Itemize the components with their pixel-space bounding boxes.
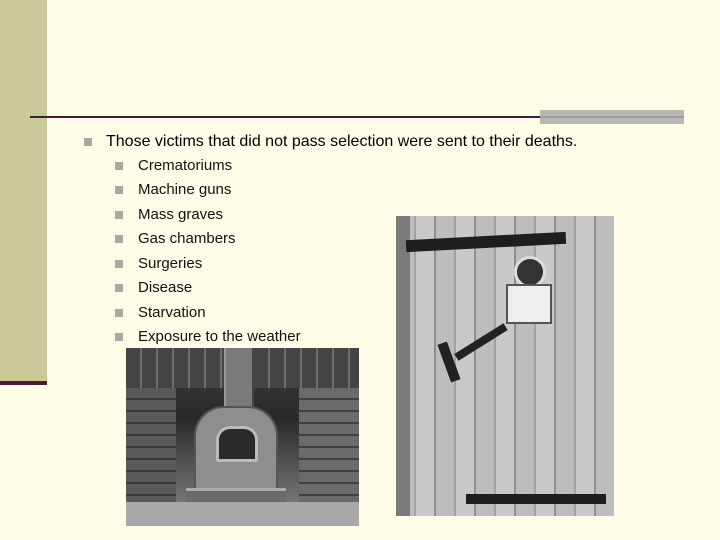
photo-hinge-top: [406, 232, 566, 252]
photo-hinge-bottom: [466, 494, 606, 504]
main-bullet-text: Those victims that did not pass selection were sent to their deaths.: [106, 133, 578, 150]
sub-bullet-surgeries: Surgeries: [138, 255, 203, 272]
crematorium-photo: [126, 348, 359, 526]
left-band-footer-line: [0, 381, 47, 385]
bullet-square-icon: [115, 284, 123, 292]
photo-door-sign: [506, 284, 552, 324]
sub-bullet-mass-graves: Mass graves: [138, 206, 224, 223]
left-decorative-band: [0, 0, 47, 383]
photo-chimney: [224, 348, 254, 408]
accent-bar-line: [540, 116, 684, 118]
bullet-square-icon: [115, 211, 123, 219]
sub-bullet-starvation: Starvation: [138, 304, 206, 321]
bullet-square-icon: [115, 162, 123, 170]
sub-bullet-machine-guns: Machine guns: [138, 181, 232, 198]
bullet-square-icon: [115, 186, 123, 194]
gas-chamber-door-photo: [396, 216, 614, 516]
sub-bullet-gas-chambers: Gas chambers: [138, 230, 236, 247]
photo-wall-left: [126, 388, 176, 508]
bullet-square-icon: [115, 309, 123, 317]
bullet-square-icon: [115, 333, 123, 341]
sub-bullet-exposure: Exposure to the weather: [138, 328, 301, 345]
bullet-square-icon: [84, 138, 92, 146]
photo-floor: [126, 502, 359, 526]
photo-wall-right: [299, 388, 359, 508]
photo-door-frame: [396, 216, 410, 516]
bullet-square-icon: [115, 235, 123, 243]
sub-bullet-disease: Disease: [138, 279, 193, 296]
photo-door-latch: [437, 341, 460, 382]
photo-door-handle: [454, 323, 507, 361]
photo-oven-door: [216, 426, 258, 462]
sub-bullet-crematoriums: Crematoriums: [138, 157, 233, 174]
bullet-square-icon: [115, 260, 123, 268]
